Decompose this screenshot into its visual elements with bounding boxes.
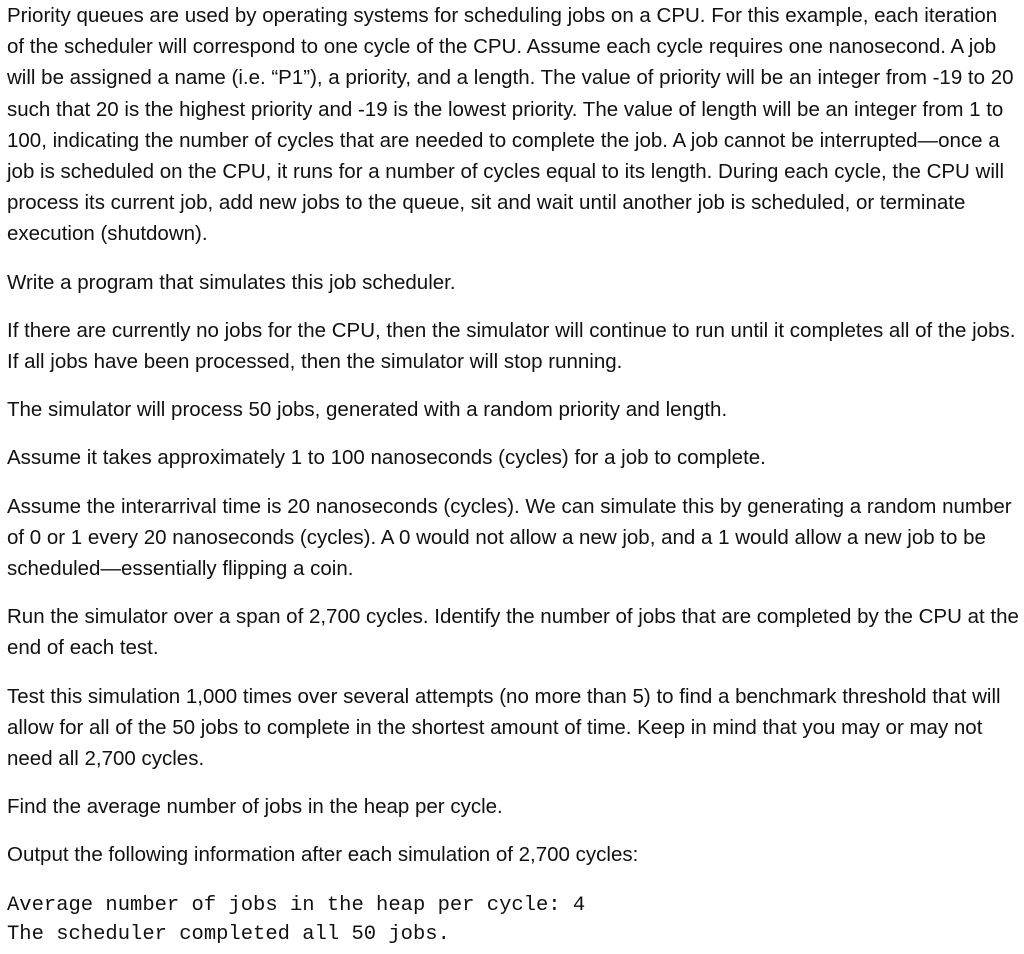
paragraph-50-jobs: The simulator will process 50 jobs, generated with a random priority and length. xyxy=(7,398,728,422)
paragraph-intro: Priority queues are used by operating systems for scheduling jobs on a CPU. For this example, each iteration of the scheduler will correspond to one cycle of the CPU. Assume each cycle requires one nanosecond. A job will be assigned a name (i.e. “P1”), a priority, and a length. The value of priority will be an integer from -19 to 20 such that 20 is the highest priority and -19 is the lowest priority. The value of length will be an integer from 1 to 100, indicating the number of cycles that are needed to complete the job. A job cannot be interrupted—once a job is scheduled on the CPU, it runs for a number of cycles equal to its length. During each cycle, the CPU will process its current job, add new jobs to the queue, sit and wait until another job is scheduled, or terminate execution (shutdown). xyxy=(7,4,1014,246)
paragraph-interarrival: Assume the interarrival time is 20 nanoseconds (cycles). We can simulate this by generating a random number of 0 or 1 every 20 nanoseconds (cycles). A 0 would not allow a new job, and a 1 would allow a new job to be scheduled—essentially flipping a coin. xyxy=(7,494,1012,581)
paragraph-span: Run the simulator over a span of 2,700 cycles. Identify the number of jobs that are completed by the CPU at the end of each test. xyxy=(7,605,1019,660)
paragraph-duration: Assume it takes approximately 1 to 100 nanoseconds (cycles) for a job to complete. xyxy=(7,446,766,470)
code-output-block xyxy=(7,891,1019,949)
paragraph-average: Find the average number of jobs in the heap per cycle. xyxy=(7,795,503,819)
paragraph-output: Output the following information after each simulation of 2,700 cycles: xyxy=(7,843,639,867)
paragraph-test: Test this simulation 1,000 times over several attempts (no more than 5) to find a benchmark threshold that will allow for all of the 50 jobs to complete in the shortest amount of time. Keep in mind that you may or may not need all 2,700 cycles. xyxy=(7,684,1001,771)
document-body xyxy=(7,0,1019,949)
code-line-completed: The scheduler completed all 50 jobs. xyxy=(7,922,450,946)
code-line-average: Average number of jobs in the heap per cycle: 4 xyxy=(7,893,586,917)
paragraph-no-jobs: If there are currently no jobs for the CPU, then the simulator will continue to run until it completes all of the jobs. If all jobs have been processed, then the simulator will stop running. xyxy=(7,318,1016,374)
paragraph-task: Write a program that simulates this job scheduler. xyxy=(7,270,456,294)
